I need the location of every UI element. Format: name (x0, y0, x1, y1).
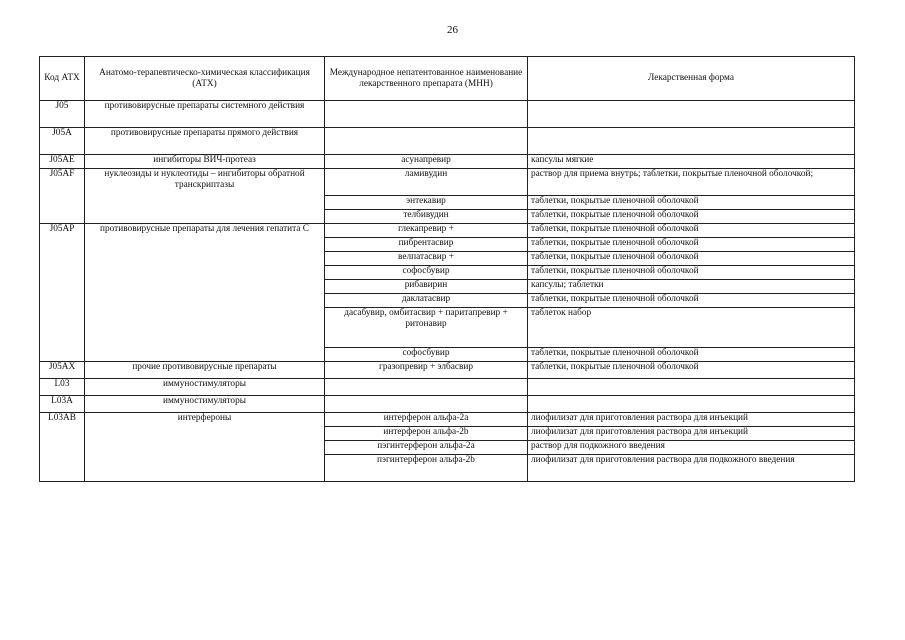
mnn-cell: интерферон альфа-2a (325, 413, 528, 427)
mnn-cell: пэгинтерферон альфа-2a (325, 441, 528, 455)
form-cell: таблетки, покрытые пленочной оболочкой (528, 196, 855, 210)
table-row (40, 101, 855, 128)
atx-code-cell: J05 (40, 101, 85, 128)
classification-cell: иммуностимуляторы (85, 379, 325, 396)
atx-table (39, 56, 855, 482)
mnn-cell: асунапревир (325, 155, 528, 169)
form-cell: таблетки, покрытые пленочной оболочкой (528, 348, 855, 362)
mnn-cell: софосбувир (325, 266, 528, 280)
atx-code-cell: L03 (40, 379, 85, 396)
classification-cell: прочие противовирусные препараты (85, 362, 325, 379)
atx-code-cell: J05AP (40, 224, 85, 362)
form-cell (528, 128, 855, 155)
header-form: Лекарственная форма (528, 57, 855, 101)
classification-cell: ингибиторы ВИЧ-протеаз (85, 155, 325, 169)
mnn-cell: пибрентасвир (325, 238, 528, 252)
header-classification: Анатомо-терапевтическо-химическая классификация (АТХ) (85, 57, 325, 101)
form-cell: таблетки, покрытые пленочной оболочкой (528, 238, 855, 252)
page-number: 26 (447, 24, 458, 36)
mnn-cell: даклатасвир (325, 294, 528, 308)
form-cell (528, 379, 855, 396)
atx-code-cell: L03A (40, 396, 85, 413)
form-cell: капсулы мягкие (528, 155, 855, 169)
table-row (40, 396, 855, 413)
atx-code-cell: J05AF (40, 169, 85, 224)
classification-cell: нуклеозиды и нуклеотиды – ингибиторы обратной транскриптазы (85, 169, 325, 224)
form-cell: таблетки, покрытые пленочной оболочкой (528, 224, 855, 238)
form-cell: лиофилизат для приготовления раствора для инъекций (528, 413, 855, 427)
form-cell: таблетки, покрытые пленочной оболочкой (528, 362, 855, 379)
atx-code-cell: L03AB (40, 413, 85, 482)
table-row (40, 362, 855, 379)
form-cell: таблетки, покрытые пленочной оболочкой (528, 210, 855, 224)
mnn-cell: дасабувир, омбитасвир + паритапревир + ритонавир (325, 308, 528, 348)
mnn-cell: рибавирин (325, 280, 528, 294)
mnn-cell (325, 379, 528, 396)
form-cell: таблетки, покрытые пленочной оболочкой (528, 252, 855, 266)
form-cell: раствор для приема внутрь; таблетки, покрытые пленочной оболочкой; (528, 169, 855, 196)
mnn-cell: глекапревир + (325, 224, 528, 238)
form-cell: капсулы; таблетки (528, 280, 855, 294)
table-row (40, 224, 855, 238)
table-row (40, 379, 855, 396)
table-row (40, 128, 855, 155)
form-cell: лиофилизат для приготовления раствора для инъекций (528, 427, 855, 441)
mnn-cell: софосбувир (325, 348, 528, 362)
classification-cell: противовирусные препараты для лечения гепатита С (85, 224, 325, 362)
mnn-cell: энтекавир (325, 196, 528, 210)
table-header-row (40, 57, 855, 101)
form-cell: раствор для подкожного введения (528, 441, 855, 455)
classification-cell: иммуностимуляторы (85, 396, 325, 413)
atx-code-cell: J05AE (40, 155, 85, 169)
mnn-cell: телбивудин (325, 210, 528, 224)
mnn-cell (325, 128, 528, 155)
form-cell (528, 101, 855, 128)
mnn-cell (325, 396, 528, 413)
form-cell: таблеток набор (528, 308, 855, 348)
form-cell: лиофилизат для приготовления раствора для подкожного введения (528, 455, 855, 482)
mnn-cell: ламивудин (325, 169, 528, 196)
classification-cell: противовирусные препараты прямого действия (85, 128, 325, 155)
header-code: Код АТХ (40, 57, 85, 101)
atx-code-cell: J05A (40, 128, 85, 155)
atx-code-cell: J05AX (40, 362, 85, 379)
mnn-cell: велпатасвир + (325, 252, 528, 266)
header-mnn: Международное непатентованное наименование лекарственного препарата (МНН) (325, 57, 528, 101)
classification-cell: интерфероны (85, 413, 325, 482)
mnn-cell: пэгинтерферон альфа-2b (325, 455, 528, 482)
form-cell: таблетки, покрытые пленочной оболочкой (528, 294, 855, 308)
table-row (40, 413, 855, 427)
table-row (40, 169, 855, 196)
mnn-cell: гразопревир + элбасвир (325, 362, 528, 379)
mnn-cell (325, 101, 528, 128)
form-cell (528, 396, 855, 413)
mnn-cell: интерферон альфа-2b (325, 427, 528, 441)
classification-cell: противовирусные препараты системного действия (85, 101, 325, 128)
form-cell: таблетки, покрытые пленочной оболочкой (528, 266, 855, 280)
table-row (40, 155, 855, 169)
